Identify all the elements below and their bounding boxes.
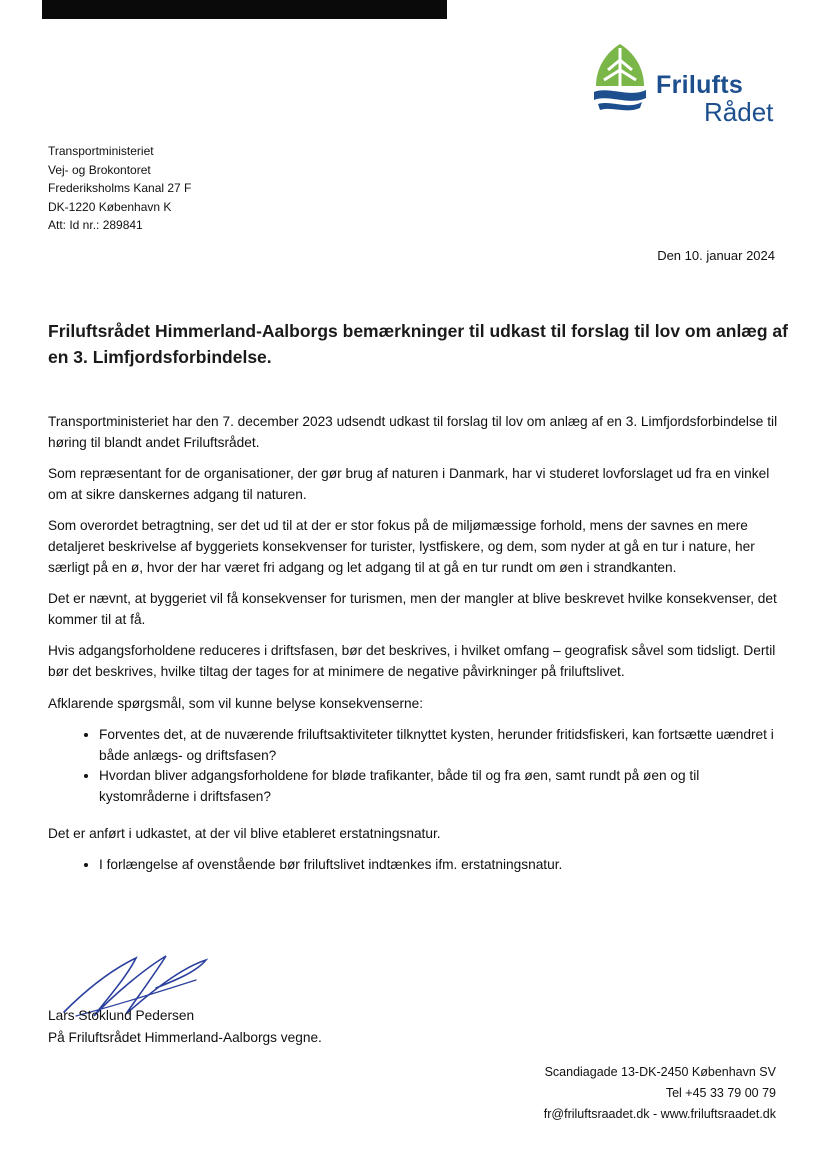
address-line: Vej- og Brokontoret xyxy=(48,162,151,177)
footer-phone: Tel +45 33 79 00 79 xyxy=(665,1086,776,1100)
paragraph: Som repræsentant for de organisationer, der gør brug af naturen i Danmark, har vi studeret lovforslaget ud fra en vinkel om at sikre danskernes adgang til naturen. xyxy=(48,466,770,502)
letter-date: Den 10. januar 2024 xyxy=(657,248,775,263)
letter-title: Friluftsrådet Himmerland-Aalborgs bemærkninger til udkast til forslag til lov om anlæg af en 3. Limfjordsforbindelse. xyxy=(48,321,788,367)
logo-text-frilufts: Frilufts xyxy=(656,71,744,99)
footer-web-email: fr@friluftsraadet.dk - www.friluftsraadet.dk xyxy=(543,1107,776,1121)
paragraph: Afklarende spørgsmål, som vil kunne belyse konsekvenserne: xyxy=(48,695,424,711)
logo-text-raadet: Rådet xyxy=(704,97,774,127)
list-item: • Hvordan bliver adgangsforholdene for bløde trafikanter, både til og fra øen, samt rundt på øen og til kystområderne i driftsfasen? xyxy=(99,766,788,807)
paragraph: Hvis adgangsforholdene reduceres i driftsfasen, bør det beskrives, i hvilket omfang – geografisk såvel som tidsligt. Dertil bør det beskrives, hvilke tiltag der tages for at minimere de negative påvirkninger på friluftslivet. xyxy=(48,643,776,679)
address-line: Frederiksholms Kanal 27 F xyxy=(48,181,192,195)
list-item: • I forlængelse af ovenstående bør friluftslivet indtænkes ifm. erstatningsnatur. xyxy=(99,855,788,876)
redaction-bar xyxy=(42,0,447,19)
questions-list xyxy=(48,725,788,807)
paragraph: Det er nævnt, at byggeriet vil få konsekvenser for turismen, men der mangler at blive beskrevet hvilke konsekvenser, det kommer til at få. xyxy=(48,591,777,627)
signatory-name: Lars Stoklund Pedersen xyxy=(48,1008,195,1023)
sign-off xyxy=(48,1005,322,1049)
address-line: DK-1220 København K xyxy=(48,199,172,214)
paragraph: Det er anført i udkastet, at der vil blive etableret erstatningsnatur. xyxy=(48,825,441,841)
address-line: Att: Id nr.: 289841 xyxy=(48,218,143,232)
letter-body xyxy=(48,412,788,887)
address-line: Transportministeriet xyxy=(48,144,154,158)
recipient-address xyxy=(48,142,191,235)
on-behalf-line: På Friluftsrådet Himmerland-Aalborgs vegne. xyxy=(48,1030,322,1045)
list-item: • Forventes det, at de nuværende friluftsaktiviteter tilknyttet kysten, herunder fritidsfiskeri, kan fortsætte uændret i både anlægs- og driftsfasen? xyxy=(99,725,788,766)
footer-contact xyxy=(544,1062,776,1125)
leaf-icon xyxy=(590,40,650,120)
paragraph: Transportministeriet har den 7. december 2023 udsendt udkast til forslag til lov om anlæg af en 3. Limfjordsforbindelse til høring til blandt andet Friluftsrådet. xyxy=(48,414,778,450)
final-points-list xyxy=(48,855,788,876)
paragraph: Som overordet betragtning, ser det ud til at der er stor fokus på de miljømæssige forhold, mens der savnes en mere detaljeret beskrivelse af byggeriets konsekvenser for turister, lystfiskere, og dem, som nyder at gå en tur i nature, her særligt på en ø, hvor der har været fri adgang og let adgang til at gå en tur rundt om øen i strandkanten. xyxy=(48,518,755,575)
footer-address: Scandiagade 13-DK-2450 København SV xyxy=(544,1065,776,1079)
friluftsraadet-logo xyxy=(590,40,780,130)
